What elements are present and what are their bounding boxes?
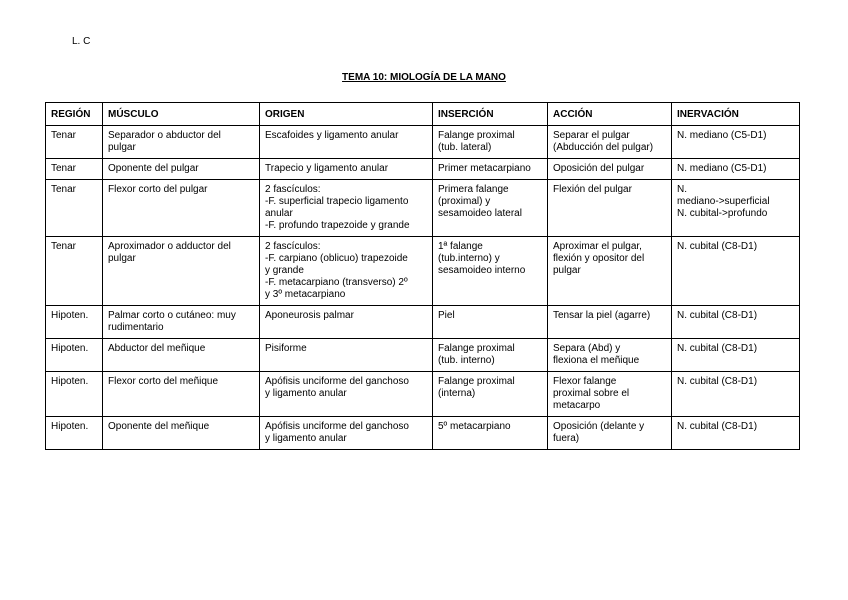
origin-cell-text: Apófisis unciforme del ganchoso y ligamento anular — [265, 421, 409, 444]
origin-cell — [260, 372, 433, 417]
innervation-cell-text: N. cubital (C8-D1) — [677, 310, 758, 321]
table-row — [46, 306, 800, 339]
region-cell-text: Hipoten. — [51, 376, 89, 387]
region-cell-text: Tenar — [51, 184, 77, 195]
region-cell — [46, 126, 103, 159]
action-cell — [548, 372, 672, 417]
origin-cell-text: Pisiforme — [265, 343, 307, 354]
muscle-cell-text: Palmar corto o cutáneo: muy rudimentario — [108, 310, 236, 333]
insertion-cell-text: 5º metacarpiano — [438, 421, 511, 432]
insertion-cell — [433, 417, 548, 450]
column-header-region: REGIÓN — [46, 103, 103, 126]
region-cell — [46, 159, 103, 180]
action-cell — [548, 180, 672, 237]
action-cell-text: Oposición (delante y fuera) — [553, 421, 645, 444]
origin-cell — [260, 339, 433, 372]
column-header-innervation: INERVACIÓN — [672, 103, 800, 126]
table-row — [46, 180, 800, 237]
action-cell-text: Oposición del pulgar — [553, 163, 645, 174]
region-cell — [46, 417, 103, 450]
region-cell — [46, 180, 103, 237]
action-cell-text: Flexión del pulgar — [553, 184, 632, 195]
region-cell-text: Tenar — [51, 163, 77, 174]
action-cell-text: Flexor falange proximal sobre el metacarpo — [553, 376, 630, 411]
muscle-cell — [103, 306, 260, 339]
region-cell — [46, 306, 103, 339]
innervation-cell-text: N. cubital (C8-D1) — [677, 343, 758, 354]
innervation-cell-text: N. cubital (C8-D1) — [677, 421, 758, 432]
insertion-cell-text: Falange proximal (tub. interno) — [438, 343, 515, 366]
insertion-cell — [433, 159, 548, 180]
column-header-action: ACCIÓN — [548, 103, 672, 126]
insertion-cell-text: Falange proximal (interna) — [438, 376, 515, 399]
region-cell — [46, 237, 103, 306]
origin-cell — [260, 159, 433, 180]
author-initials: L. C — [72, 36, 91, 47]
innervation-cell — [672, 372, 800, 417]
origin-cell-text: 2 fascículos: -F. carpiano (oblicuo) trapezoide y grande -F. metacarpiano (transverso) 2º y 3º metacarpiano — [265, 241, 408, 300]
origin-cell-text: Aponeurosis palmar — [265, 310, 354, 321]
muscle-cell-text: Flexor corto del meñique — [108, 376, 219, 387]
muscle-cell — [103, 417, 260, 450]
column-header-origin: ORIGEN — [260, 103, 433, 126]
insertion-cell — [433, 372, 548, 417]
muscle-cell-text: Separador o abductor del pulgar — [108, 130, 221, 153]
origin-cell — [260, 180, 433, 237]
action-cell — [548, 126, 672, 159]
region-cell-text: Hipoten. — [51, 343, 89, 354]
innervation-cell — [672, 180, 800, 237]
origin-cell-text: 2 fascículos: -F. superficial trapecio ligamento anular -F. profundo trapezoide y grande — [265, 184, 410, 231]
action-cell — [548, 159, 672, 180]
origin-cell — [260, 306, 433, 339]
muscle-cell-text: Flexor corto del pulgar — [108, 184, 208, 195]
innervation-cell — [672, 159, 800, 180]
insertion-cell-text: Falange proximal (tub. lateral) — [438, 130, 515, 153]
innervation-cell — [672, 339, 800, 372]
innervation-cell-text: N. mediano->superficial N. cubital->profundo — [677, 184, 770, 219]
column-header-insertion: INSERCIÓN — [433, 103, 548, 126]
muscle-cell-text: Oponente del pulgar — [108, 163, 199, 174]
action-cell-text: Separar el pulgar (Abducción del pulgar) — [553, 130, 654, 153]
action-cell-text: Aproximar el pulgar, flexión y opositor del pulgar — [553, 241, 645, 276]
insertion-cell — [433, 237, 548, 306]
insertion-cell — [433, 306, 548, 339]
insertion-cell — [433, 339, 548, 372]
region-cell — [46, 339, 103, 372]
origin-cell — [260, 237, 433, 306]
region-cell-text: Hipoten. — [51, 421, 89, 432]
region-cell — [46, 372, 103, 417]
innervation-cell — [672, 306, 800, 339]
origin-cell-text: Escafoides y ligamento anular — [265, 130, 399, 141]
column-header-muscle: MÚSCULO — [103, 103, 260, 126]
innervation-cell-text: N. cubital (C8-D1) — [677, 376, 758, 387]
innervation-cell — [672, 417, 800, 450]
insertion-cell — [433, 126, 548, 159]
region-cell-text: Hipoten. — [51, 310, 89, 321]
action-cell-text: Tensar la piel (agarre) — [553, 310, 651, 321]
origin-cell — [260, 417, 433, 450]
insertion-cell-text: 1ª falange (tub.interno) y sesamoideo interno — [438, 241, 526, 276]
muscle-cell-text: Oponente del meñique — [108, 421, 210, 432]
action-cell — [548, 306, 672, 339]
muscle-cell — [103, 237, 260, 306]
muscle-cell — [103, 180, 260, 237]
muscle-cell — [103, 372, 260, 417]
region-cell-text: Tenar — [51, 130, 77, 141]
origin-cell — [260, 126, 433, 159]
origin-cell-text: Trapecio y ligamento anular — [265, 163, 389, 174]
insertion-cell-text: Primer metacarpiano — [438, 163, 531, 174]
action-cell — [548, 237, 672, 306]
table-header-row — [46, 103, 800, 126]
action-cell-text: Separa (Abd) y flexiona el meñique — [553, 343, 640, 366]
innervation-cell-text: N. mediano (C5-D1) — [677, 130, 767, 141]
insertion-cell-text: Primera falange (proximal) y sesamoideo lateral — [438, 184, 522, 219]
muscle-cell — [103, 126, 260, 159]
innervation-cell — [672, 237, 800, 306]
table-row — [46, 339, 800, 372]
document-title: TEMA 10: MIOLOGÍA DE LA MANO — [342, 72, 506, 83]
origin-cell-text: Apófisis unciforme del ganchoso y ligamento anular — [265, 376, 409, 399]
insertion-cell-text: Piel — [438, 310, 455, 321]
table-body — [46, 126, 800, 450]
muscle-cell — [103, 339, 260, 372]
region-cell-text: Tenar — [51, 241, 77, 252]
muscle-table — [45, 102, 800, 450]
muscle-cell-text: Abductor del meñique — [108, 343, 206, 354]
innervation-cell-text: N. cubital (C8-D1) — [677, 241, 758, 252]
table-row — [46, 159, 800, 180]
innervation-cell — [672, 126, 800, 159]
table-row — [46, 372, 800, 417]
muscle-cell-text: Aproximador o adductor del pulgar — [108, 241, 231, 264]
action-cell — [548, 339, 672, 372]
table-row — [46, 126, 800, 159]
action-cell — [548, 417, 672, 450]
innervation-cell-text: N. mediano (C5-D1) — [677, 163, 767, 174]
muscle-cell — [103, 159, 260, 180]
table-row — [46, 237, 800, 306]
table-row — [46, 417, 800, 450]
insertion-cell — [433, 180, 548, 237]
